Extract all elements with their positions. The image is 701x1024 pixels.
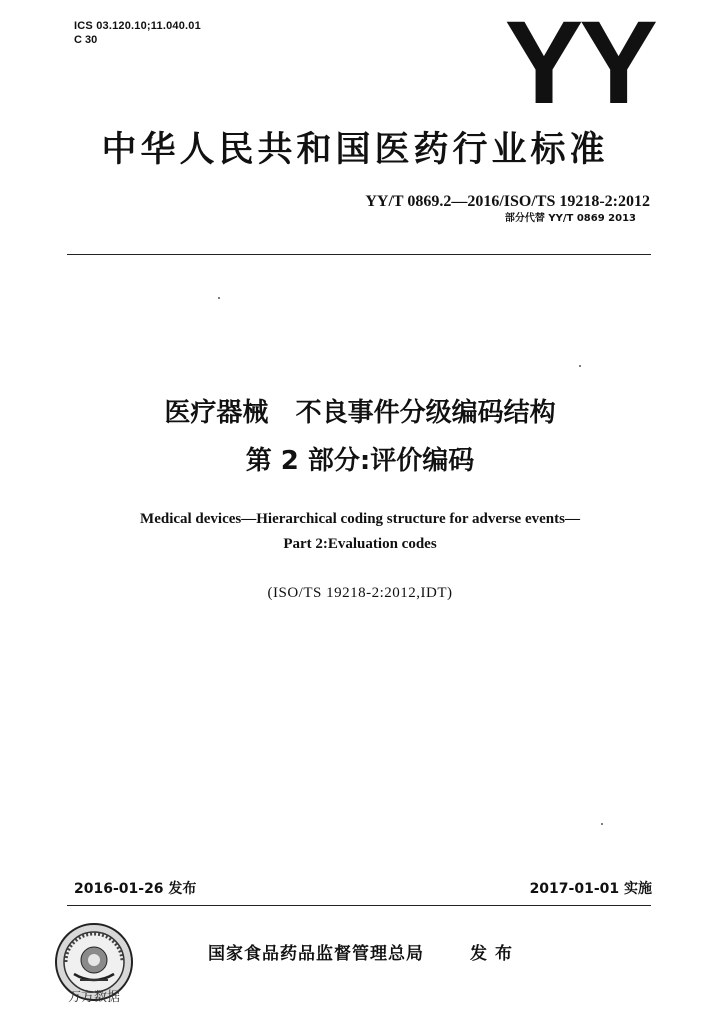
scan-speck [601,823,603,825]
title-en-line2: Part 2:Evaluation codes [283,536,437,552]
title-zh-line1: 医疗器械 不良事件分级编码结构 [164,398,556,428]
issued-label: 发布 [470,944,520,964]
ccs-code: C 30 [74,34,98,46]
issuer-name: 国家食品药品监督管理总局 [208,944,424,964]
top-divider [67,254,651,255]
bottom-divider [67,905,651,906]
ics-code: ICS 03.120.10;11.040.01 [74,20,201,32]
issue-date: 2016-01-26 发布 [74,881,197,897]
implementation-date: 2017-01-01 实施 [529,881,652,897]
watermark: 万方数据 [68,990,121,1005]
replaces-note: 部分代替 YY/T 0869 2013 [504,213,636,224]
scan-speck [218,297,220,299]
standard-type-heading: 中华人民共和国医药行业标准 [101,130,609,170]
adoption-note: (ISO/TS 19218-2:2012,IDT) [267,585,453,601]
yy-logo: YY [504,0,654,129]
standard-number: YY/T 0869.2—2016/ISO/TS 19218-2:2012 [365,193,650,210]
scan-speck [579,365,581,367]
title-en-line1: Medical devices—Hierarchical coding structure for adverse events— [140,511,580,527]
title-zh-line2: 第 2 部分:评价编码 [245,446,475,476]
